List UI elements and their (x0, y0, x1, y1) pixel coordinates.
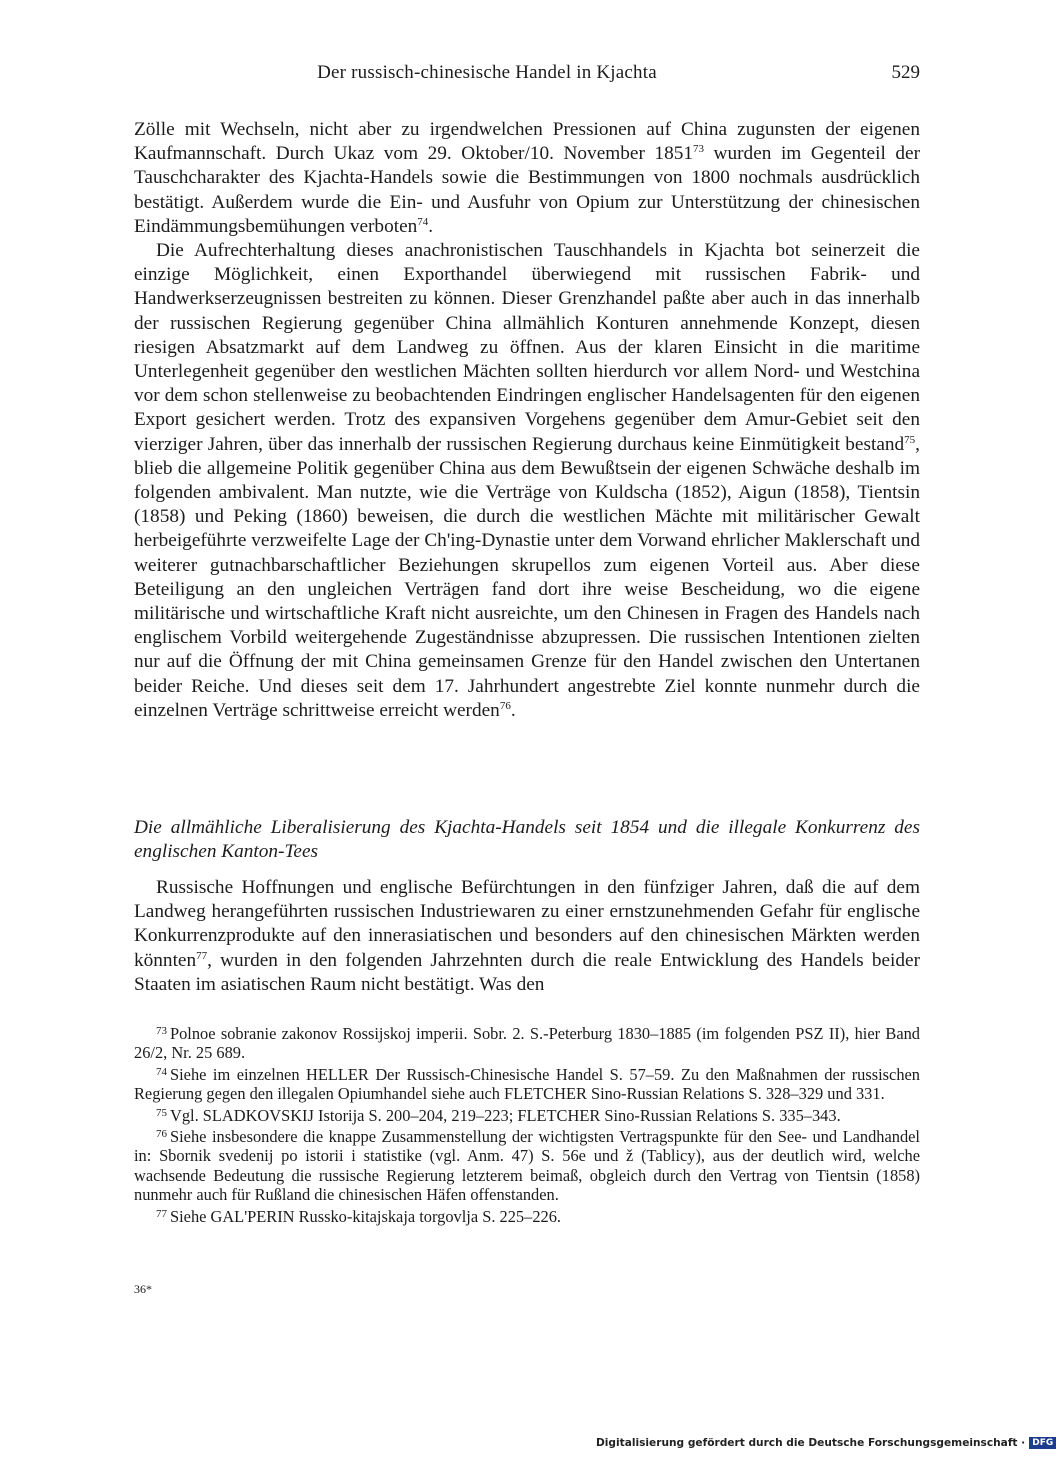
text-run: , blieb die allgemeine Politik gegenüber China aus dem Bewußtsein der eigenen Schwäche deshalb im folgenden ambivalent. Man nutzte, wie die Verträge von Kuldscha (1852), Aigun (1858), Tientsin (1858) und Peking (1860) beweisen, die durch die westlichen Mächte mit militärischer Gewalt herbeigeführte verzweifelte Lage der Ch'ing-Dynastie unter dem Vorwand ehrlicher Maklerschaft und weiterer gutnachbarschaftlicher Beziehungen skrupellos zum eigenen Vorteil aus. Aber diese Beteiligung an den ungleichen Verträgen fand dort ihre weise Bescheidung, wo die eigene militärische und wirtschaftliche Kraft nicht ausreichte, um den Chinesen in Fragen des Handels nach englischem Vorbild weitergehende Zugeständnisse abzupressen. Die russischen Intentionen zielten nur auf die Öffnung der mit China gemeinsamen Grenze für den Handel zwischen den Untertanen beider Reiche. Und dieses seit dem 17. Jahrhundert angestrebte Ziel konnte nunmehr durch die einzelnen Verträge schrittweise erreicht werden (134, 433, 920, 721)
footnote-number: 76 (156, 1128, 167, 1141)
text-run: Die Aufrechterhaltung dieses anachronistischen Tauschhandels in Kjachta bot seinerzeit die einzige Möglichkeit, einen Exporthandel überwiegend mit russischen Fabrik- und Handwerkserzeugnissen bestreiten zu können. Dieser Grenzhandel paßte aber auch in das innerhalb der russischen Regierung gegenüber China allmählich Konturen annehmende Konzept, diesen riesigen Absatzmarkt auf dem Landweg zu öffnen. Aus der klaren Einsicht in die maritime Unterlegenheit gegenüber den westlichen Mächten sollten hierdurch vor allem Nord- und Westchina vor dem schon stellenweise zu beobachtenden Eindringen englischer Handelsagenten für den eigenen Export gesichert werden. Trotz des expansiven Vorgehens gegenüber dem Amur-Gebiet seit den vierziger Jahren, über das innerhalb der russischen Regierung durchaus keine Einmütigkeit bestand (134, 240, 920, 455)
footnote-number: 74 (156, 1065, 167, 1078)
section-heading: Die allmähliche Liberalisierung des Kjachta-Handels seit 1854 und die illegale Konkurrenz des englischen Kanton-Tees (134, 817, 920, 863)
footnote-ref: 76 (499, 699, 511, 712)
funding-note: Digitalisierung gefördert durch die Deutsche Forschungsgemeinschaft · (596, 1437, 1026, 1449)
footnote (134, 1022, 920, 1063)
running-head (134, 62, 920, 90)
paragraph (134, 239, 920, 723)
footnote (134, 1125, 920, 1205)
text-run: . (428, 215, 434, 237)
footnote-text: Polnoe sobranie zakonov Rossijskoj imperii. Sobr. 2. S.-Peterburg 1830–1885 (im folgenden PSZ II), hier Band 26/2, Nr. 25 689. (134, 1024, 920, 1063)
funding-footer (596, 1437, 1054, 1455)
footnote (134, 1063, 920, 1104)
text-run: Russische Hoffnungen und englische Befürchtungen in den fünfziger Jahren, daß die auf dem Landweg herangeführten russischen Industriewaren zu einer ernstzunehmenden Gefahr für englische Konkurrenzprodukte auf den innerasiatischen und besonders auf den chinesischen Märkten werden könnten (134, 877, 920, 971)
paragraph (134, 876, 920, 997)
footnote-text: Siehe insbesondere die knappe Zusammenstellung der wichtigsten Vertragspunkte für den See- und Landhandel in: Sbornik svedenij po istorii i statistike (vgl. Anm. 47) S. 56e und ž (Tablicy), aus der deutlich wird, welche wachsende Bedeutung die russische Regierung letzterem beimaß, obgleich durch den Vertrag von Tientsin (1858) nunmehr auch für Rußland die chinesischen Häfen offenstanden. (134, 1127, 920, 1205)
text-run: . (510, 699, 516, 721)
footnote-ref: 75 (904, 433, 916, 446)
footnote-number: 77 (156, 1207, 167, 1220)
main-text-continued (134, 876, 920, 997)
footnote (134, 1104, 920, 1125)
signature-mark: 36* (134, 1282, 152, 1296)
text-run: Zölle mit Wechseln, nicht aber zu irgendwelchen Pressionen auf China zugunsten der eigenen Kaufmannschaft. Durch Ukaz vom 29. Oktober/10. November 1851 (134, 119, 920, 165)
footnotes (134, 1022, 920, 1226)
paragraph (134, 118, 920, 239)
footnote-text: Siehe GAL'PERIN Russko-kitajskaja torgovlja S. 225–226. (170, 1206, 561, 1226)
footnote-text: Siehe im einzelnen HELLER Der Russisch-Chinesische Handel S. 57–59. Zu den Maßnahmen der russischen Regierung gegen den illegalen Opiumhandel siehe auch FLETCHER Sino-Russian Relations S. 328–329 und 331. (134, 1064, 920, 1104)
footnote-number: 75 (156, 1106, 167, 1119)
footnote-ref: 74 (417, 215, 429, 228)
text-run: , wurden in den folgenden Jahrzehnten durch die reale Entwicklung des Handels beider Staaten im asiatischen Raum nicht bestätigt. Was den (134, 949, 920, 995)
running-title: Der russisch-chinesische Handel in Kjachta (317, 62, 657, 83)
page-number: 529 (891, 62, 920, 83)
footnote-ref: 77 (196, 949, 208, 962)
footnote (134, 1205, 920, 1226)
footnote-text: Vgl. SLADKOVSKIJ Istorija S. 200–204, 219–223; FLETCHER Sino-Russian Relations S. 335–343. (170, 1105, 841, 1125)
dfg-logo: DFG (1029, 1437, 1056, 1449)
footnote-ref: 73 (693, 143, 704, 156)
main-text (134, 118, 920, 723)
text-run: wurden im Gegenteil der Tauschcharakter des Kjachta-Handels sowie die Bestimmungen von 1800 nochmals ausdrücklich bestätigt. Außerdem wurde die Ein- und Ausfuhr von Opium zur Unterstützung der chinesischen Eindämmungsbemühungen verboten (134, 143, 920, 237)
footnote-number: 73 (156, 1025, 167, 1037)
